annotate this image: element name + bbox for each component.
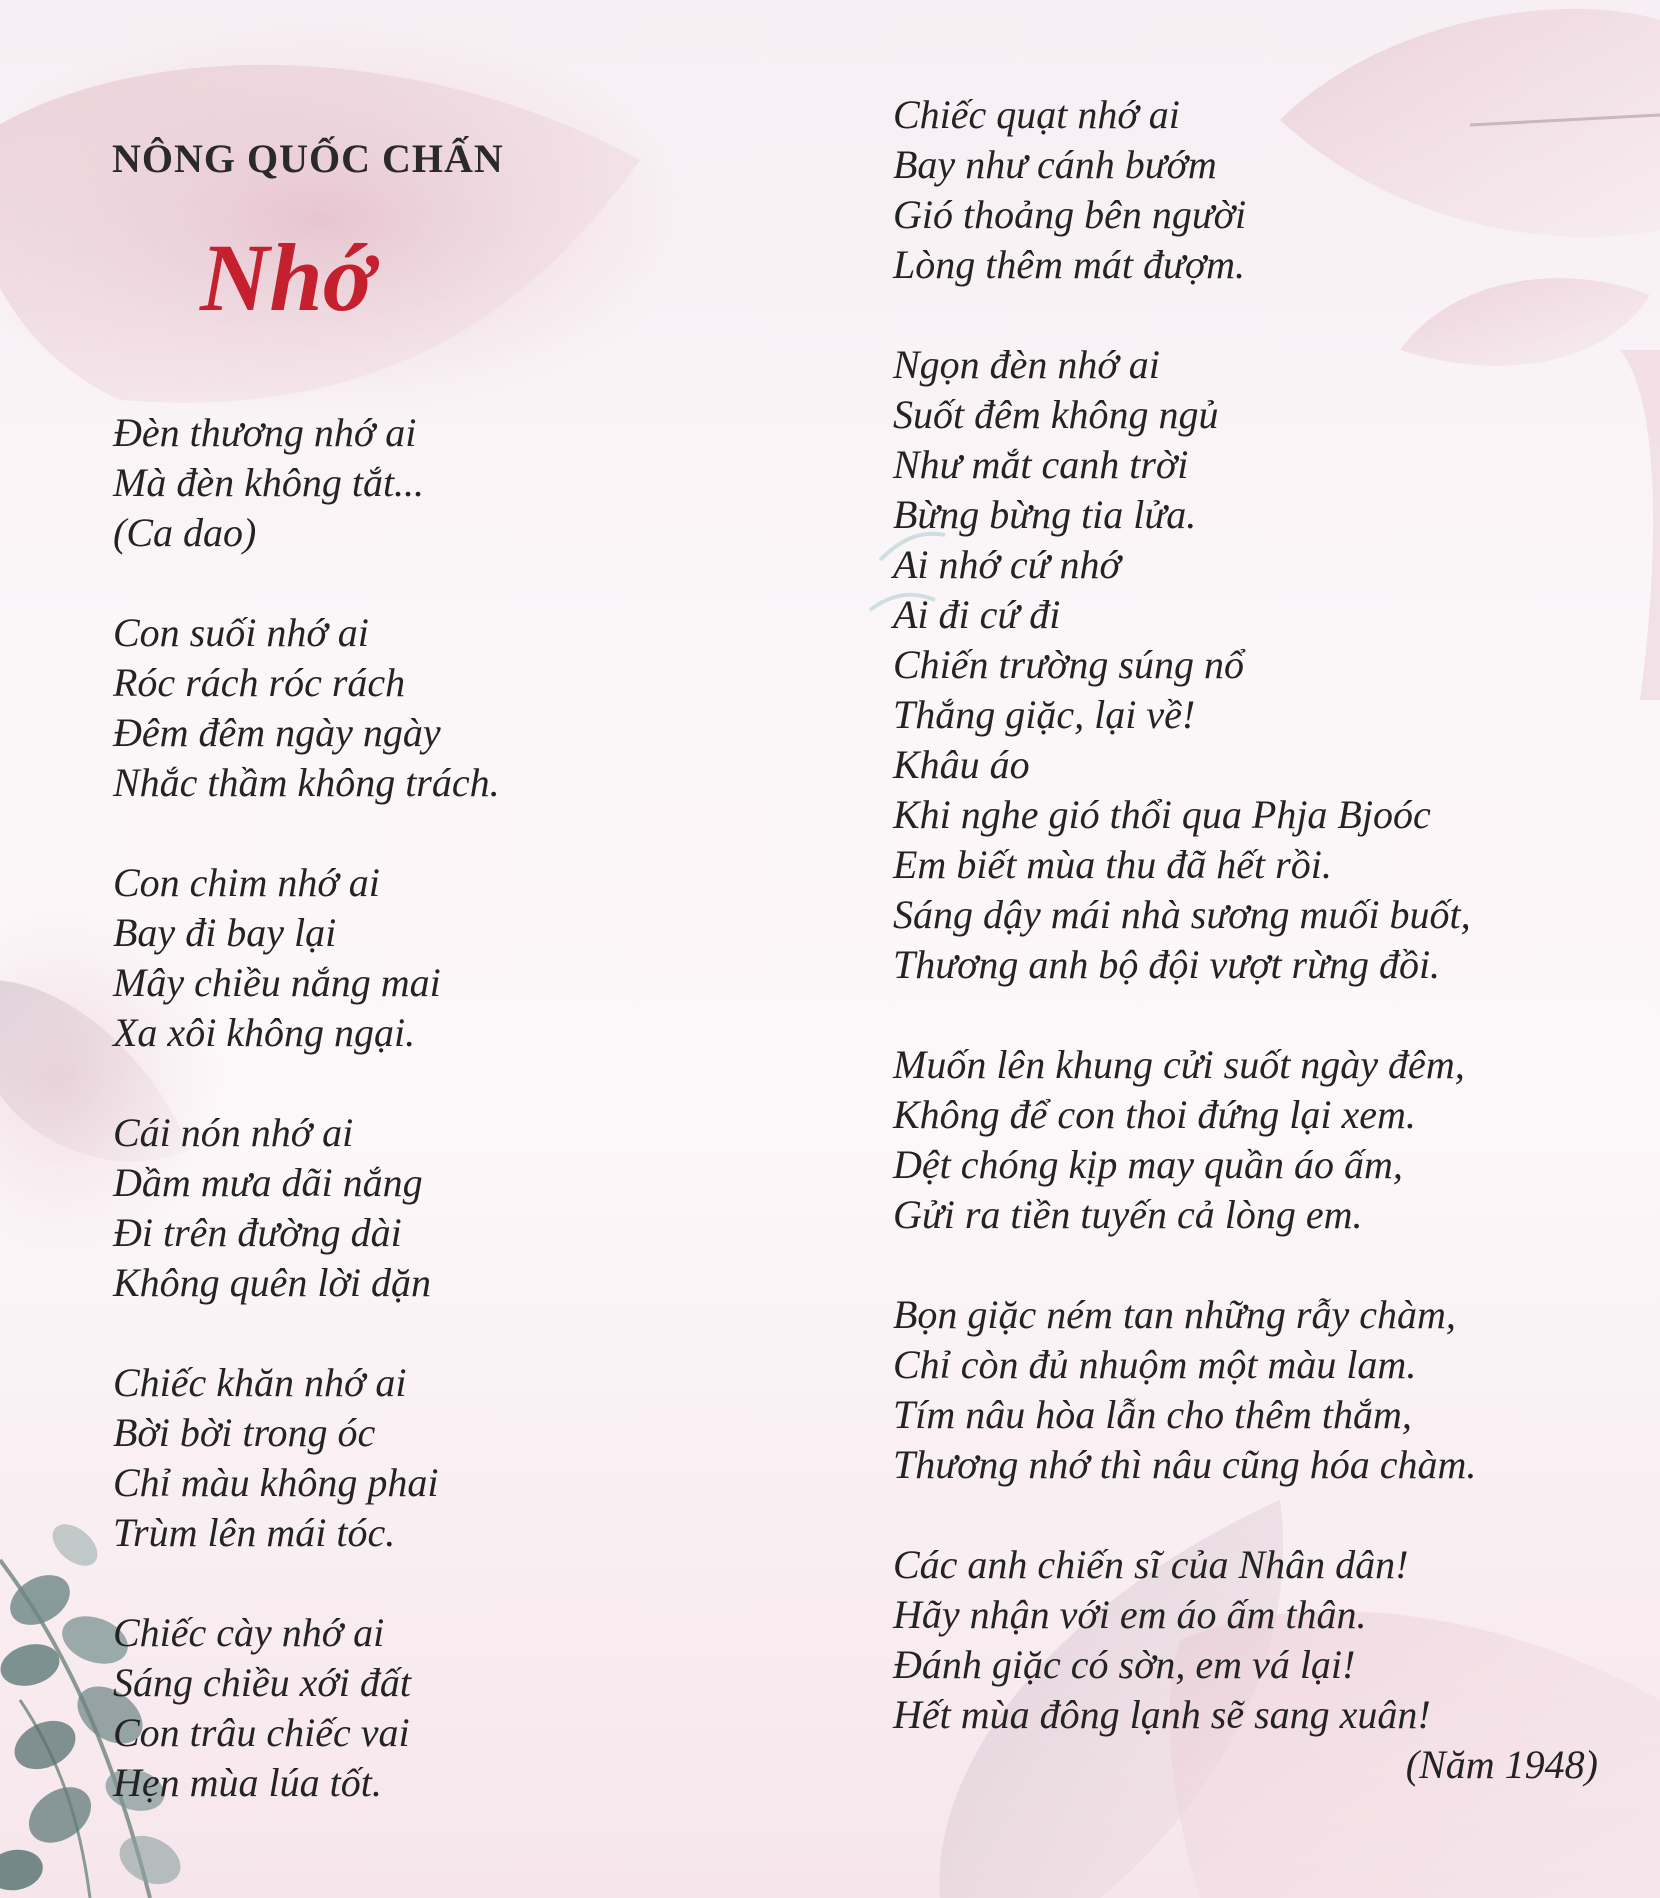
stanza-gap [893,290,1598,340]
poem-line: Ngọn đèn nhớ ai [893,342,1160,387]
poem-line: Không để con thoi đứng lại xem. [893,1092,1416,1137]
poem-line: Chiến trường súng nổ [893,642,1244,687]
poem-line: Như mắt canh trời [893,442,1189,487]
poem-line: Thắng giặc, lại về! [893,692,1196,737]
poem-line: Các anh chiến sĩ của Nhân dân! [893,1542,1409,1587]
poem-line: Ai nhớ cứ nhớ [893,542,1121,587]
stanza [113,858,500,1058]
poem-line: Thương nhớ thì nâu cũng hóa chàm. [893,1442,1477,1487]
poem-left-column [113,408,500,1808]
poem-line: Xa xôi không ngại. [113,1010,416,1055]
author-name: NÔNG QUỐC CHẤN [112,136,504,181]
poem-date: (Năm 1948) [1405,1742,1598,1787]
poem-title: Nhớ [200,224,375,331]
poem-line: Chiếc khăn nhớ ai [113,1360,407,1405]
stanza [113,1608,500,1808]
poem-line: Hết mùa đông lạnh sẽ sang xuân! [893,1692,1431,1737]
poem-line: Trùm lên mái tóc. [113,1510,396,1555]
poem-line: Ai đi cứ đi [893,592,1061,637]
stanza-gap [113,808,500,858]
poem-line: Bừng bừng tia lửa. [893,492,1197,537]
poem-line: Chiếc cày nhớ ai [113,1610,385,1655]
poem-line: Suốt đêm không ngủ [893,392,1219,437]
poem-line: Con suối nhớ ai [113,610,369,655]
stanza-gap [113,1558,500,1608]
stanza [893,1540,1598,1740]
poem-line: Chỉ màu không phai [113,1460,439,1505]
poem-line: Sáng chiều xới đất [113,1660,411,1705]
stanza-gap [893,1490,1598,1540]
poem-line: Chỉ còn đủ nhuộm một màu lam. [893,1342,1417,1387]
stanza-gap [893,1240,1598,1290]
poem-line: Bay đi bay lại [113,910,337,955]
stanza-gap [113,558,500,608]
poem-line: Muốn lên khung cửi suốt ngày đêm, [893,1042,1465,1087]
poem-line: Gửi ra tiền tuyến cả lòng em. [893,1192,1363,1237]
stanza [893,1040,1598,1240]
poem-line: Em biết mùa thu đã hết rồi. [893,842,1332,887]
stanza [893,340,1598,990]
stanza [113,1108,500,1308]
poem-line: Chiếc quạt nhớ ai [893,92,1180,137]
poem-line: Lòng thêm mát đượm. [893,242,1246,287]
poem-line: Gió thoảng bên người [893,192,1247,237]
stanza-gap [893,990,1598,1040]
pink-edge-right [1620,350,1660,700]
poem-line: Mây chiều nắng mai [113,960,441,1005]
stanza-gap [113,1058,500,1108]
poem-line: Con trâu chiếc vai [113,1710,410,1755]
poem-line: Đêm đêm ngày ngày [113,710,441,755]
poem-line: Bọn giặc ném tan những rẫy chàm, [893,1292,1456,1337]
poem-line: Bời bời trong óc [113,1410,376,1455]
poem-line: Dầm mưa dãi nắng [113,1160,423,1205]
poem-line: Tím nâu hòa lẫn cho thêm thắm, [893,1392,1412,1437]
poem-line: Hãy nhận với em áo ấm thân. [893,1592,1367,1637]
stanza [113,1358,500,1558]
poem-right-column [893,90,1598,1790]
poem-line: Không quên lời dặn [113,1260,432,1305]
poem-line: Hẹn mùa lúa tốt. [113,1760,382,1805]
stanza [113,408,500,558]
poem-line: Thương anh bộ đội vượt rừng đồi. [893,942,1441,987]
stanza-gap [113,1308,500,1358]
poem-line: Mà đèn không tắt... [113,460,425,505]
stanza [893,90,1598,290]
poem-line: Bay như cánh bướm [893,142,1217,187]
poem-line: Đèn thương nhớ ai [113,410,417,455]
stanza [113,608,500,808]
poem-line: Róc rách róc rách [113,660,406,705]
stanza [893,1290,1598,1490]
poem-line: (Ca dao) [113,510,257,555]
pink-leaf-top-left [0,20,700,420]
poem-line: Khi nghe gió thổi qua Phja Bjoóc [893,792,1431,837]
poem-line: Dệt chóng kịp may quần áo ấm, [893,1142,1403,1187]
poem-line: Nhắc thầm không trách. [113,760,500,805]
poem-line: Con chim nhớ ai [113,860,380,905]
poem-line: Đi trên đường dài [113,1210,402,1255]
poem-line: Cái nón nhớ ai [113,1110,354,1155]
poem-line: Khâu áo [893,742,1030,787]
poem-line: Đánh giặc có sờn, em vá lại! [893,1642,1356,1687]
poem-line: Sáng dậy mái nhà sương muối buốt, [893,892,1471,937]
